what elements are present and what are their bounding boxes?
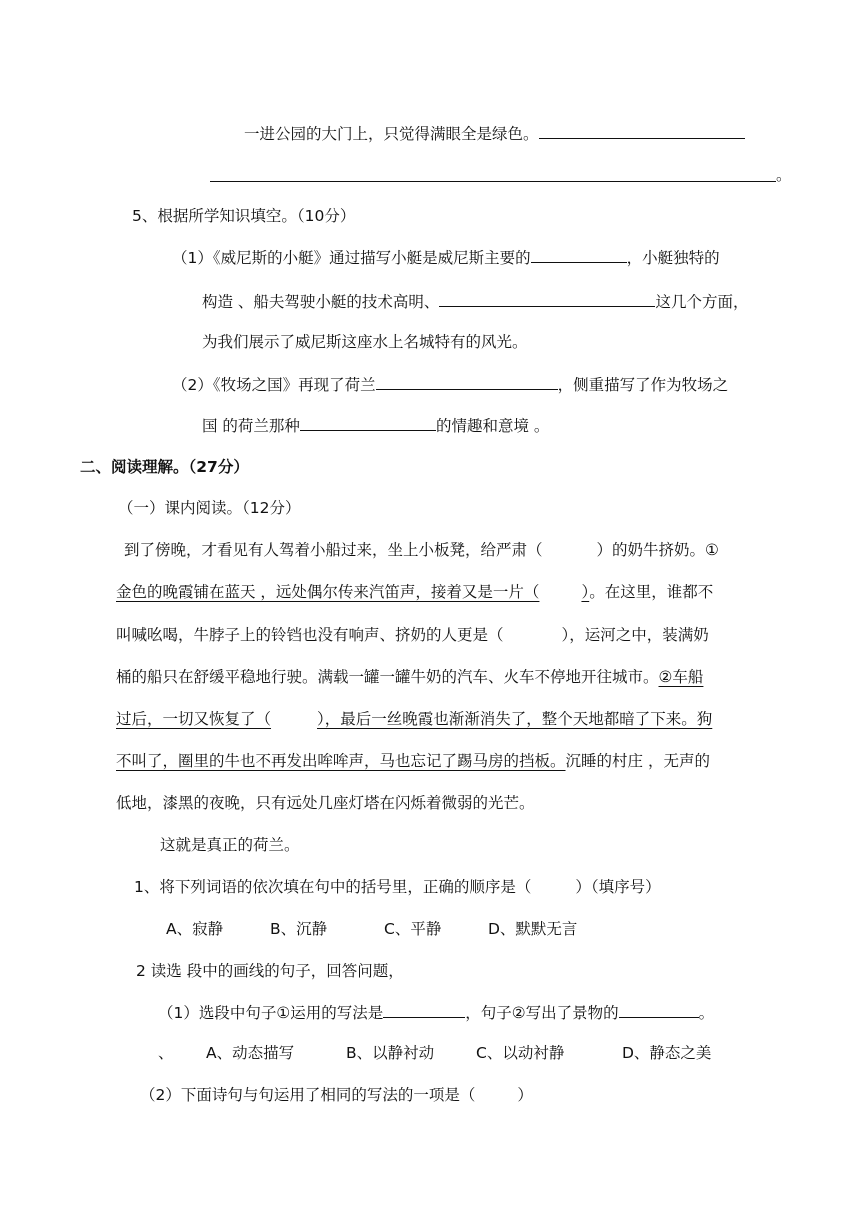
passage-text: ），运河之中，装满奶 — [561, 626, 709, 644]
underlined-sentence-2 — [116, 710, 712, 728]
q5-heading: 5、根据所学知识填空。（10分） — [132, 207, 356, 225]
q2-1-option-b: B、以静衬动 — [346, 1044, 435, 1062]
q5-item2-text-b: ，侧重描写了作为牧场之 — [557, 376, 729, 394]
passage-line-3 — [116, 624, 709, 646]
answer-blank[interactable] — [439, 290, 655, 307]
q5-item1-text-b: ，小艇独特的 — [626, 249, 720, 267]
q4-end-mark: 。 — [776, 166, 792, 184]
passage-line-7: 低地，漆黑的夜晚，只有远处几座灯塔在闪烁着微弱的光芒。 — [116, 794, 535, 812]
q5-item1-line3: 为我们展示了威尼斯这座水上名城特有的风光。 — [202, 333, 528, 351]
passage-line-1 — [124, 539, 719, 561]
passage-line-8: 这就是真正的荷兰。 — [160, 836, 300, 854]
q5-item2-text-a: （2）《牧场之国》再现了荷兰 — [172, 376, 376, 394]
q5-item1-line1 — [172, 246, 720, 269]
q5-item2-line2 — [202, 414, 549, 437]
question-1 — [134, 876, 661, 898]
passage-text: 沉睡的村庄 ，无声的 — [565, 752, 710, 770]
q4-sentence — [244, 122, 745, 145]
answer-blank[interactable] — [531, 246, 627, 263]
section-title: 二、阅读理解。（27分） — [80, 458, 249, 476]
answer-blank[interactable] — [376, 373, 558, 390]
q2-1-option-c: C、以动衬静 — [476, 1044, 565, 1062]
passage-text: 到了傍晚，才看见有人驾着小船过来，坐上小板凳，给严肃（ — [124, 541, 543, 559]
q1-option-d: D、默默无言 — [488, 920, 578, 938]
q5-item2-line1 — [172, 373, 728, 396]
passage-text: ）的奶牛挤奶。① — [596, 541, 719, 559]
subsection-title: （一）课内阅读。（12分） — [118, 499, 301, 517]
answer-blank[interactable] — [300, 414, 436, 431]
question-2-1 — [158, 1001, 714, 1024]
q5-item2-text-d: 的情趣和意境 。 — [435, 417, 550, 435]
q1-option-c: C、平静 — [384, 920, 442, 938]
question-text: （2）下面诗句与句运用了相同的写法的一项是（ — [140, 1086, 476, 1104]
passage-line-4 — [116, 666, 703, 688]
passage-line-5 — [116, 708, 712, 730]
question-2-2 — [140, 1084, 533, 1106]
q5-item2-text-c: 国 的荷兰那种 — [202, 417, 300, 435]
underlined-sentence-1 — [116, 583, 589, 601]
underlined-sentence-2-start: ②车船 — [658, 668, 704, 686]
answer-blank[interactable] — [539, 122, 745, 139]
passage-text: 叫喊吆喝，牛脖子上的铃铛也没有响声、挤奶的人更是（ — [116, 626, 504, 644]
passage-text: 。在这里，谁都不 — [589, 583, 714, 601]
answer-blank[interactable] — [619, 1001, 699, 1018]
q1-option-a: A、寂静 — [166, 920, 224, 938]
q2-1-option-d: D、静态之美 — [622, 1044, 712, 1062]
q5-item1-line2 — [202, 290, 748, 313]
passage-text: 桶的船只在舒缓平稳地行驶。满载一罐一罐牛奶的汽车、火车不停地开往城市。 — [116, 668, 659, 686]
q2-1-option-a: A、动态描写 — [206, 1044, 295, 1062]
passage-line-2 — [116, 581, 713, 603]
q1-option-b: B、沉静 — [270, 920, 328, 938]
underlined-sentence-2-end: 不叫了，圈里的牛也不再发出哞哞声，马也忘记了踢马房的挡板。 — [116, 752, 566, 770]
q5-item1-text-a: （1）《威尼斯的小艇》通过描写小艇是威尼斯主要的 — [172, 249, 531, 267]
question-text: （1）选段中句子①运用的写法是 — [158, 1004, 384, 1022]
passage-text: ），最后一丝晚霞也渐渐消失了，整个天地都暗了下来。狗 — [317, 710, 713, 728]
question-2: 2 读选 段中的画线的句子，回答问题， — [136, 962, 404, 980]
passage-text: ） — [581, 583, 590, 601]
question-text: ） — [517, 1086, 533, 1104]
passage-line-6 — [116, 750, 710, 772]
answer-line[interactable] — [210, 181, 776, 182]
passage-text: 金色的晚霞铺在蓝天 ，远处偶尔传来汽笛声，接着又是一片（ — [116, 583, 540, 601]
question-text: ，句子②写出了景物的 — [465, 1004, 619, 1022]
answer-blank[interactable] — [383, 1001, 465, 1018]
q4-sentence-text: 一进公园的大门上，只觉得满眼全是绿色。 — [244, 125, 539, 143]
question-text: ）（填序号） — [575, 878, 661, 896]
question-text: 。 — [698, 1004, 715, 1022]
question-text: 1、将下列词语的依次填在句中的括号里，正确的顺序是（ — [134, 878, 532, 896]
passage-text: 过后，一切又恢复了（ — [116, 710, 272, 728]
q5-item1-text-c: 构造 、船夫驾驶小艇的技术高明、 — [202, 293, 440, 311]
q5-item1-text-d: 这几个方面， — [655, 293, 749, 311]
q2-1-lead-mark: 、 — [158, 1044, 174, 1062]
